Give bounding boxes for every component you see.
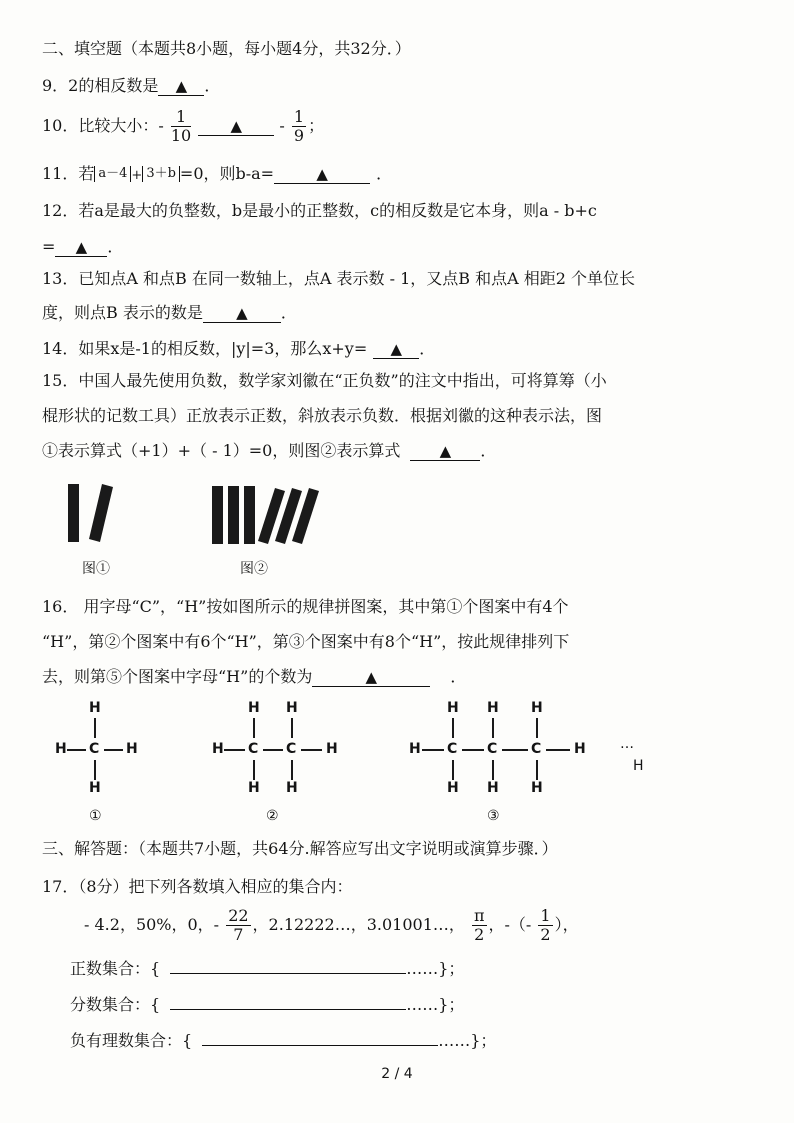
answer-triangle-icon: ▲ (175, 77, 188, 95)
fraction-numerator: π (473, 906, 485, 925)
answer-triangle-icon: ▲ (75, 238, 88, 256)
pattern-2-label: ② (266, 808, 279, 824)
atom-c: C (286, 741, 297, 757)
atom-c: C (447, 741, 458, 757)
positive-set-label: 正数集合：{ (70, 959, 161, 978)
q14-text: 14．如果x是-1的相反数，|y|=3，那么x+y= (42, 339, 368, 358)
pattern-3-label: ③ (487, 808, 500, 824)
q11-answer-blank (274, 165, 370, 184)
question-15-line-3 (42, 440, 496, 462)
q12-equals: = (42, 237, 56, 256)
q14-end: ． (419, 339, 436, 358)
positive-set-blank (170, 959, 406, 974)
q10-minus: - (279, 116, 285, 135)
atom-h: H (248, 780, 260, 796)
figure-1-rods (68, 484, 113, 542)
upright-rod (68, 484, 79, 542)
negative-rational-set-row (70, 1030, 496, 1052)
figure-2-rods (212, 486, 319, 544)
pattern-1-label: ① (89, 808, 102, 824)
set-end: ……}； (406, 995, 465, 1014)
pattern-2-bonds (224, 718, 322, 780)
upright-rod (212, 486, 223, 544)
answer-triangle-icon: ▲ (236, 304, 248, 322)
atom-h: H (286, 780, 298, 796)
q10-answer-blank (198, 117, 274, 136)
atom-h: H (326, 741, 338, 757)
atom-h: H (55, 741, 67, 757)
trailing-atom-h: H (633, 758, 644, 774)
atom-c: C (487, 741, 498, 757)
answer-triangle-icon: ▲ (316, 165, 328, 183)
pattern-bonds (0, 700, 794, 810)
q16-text: 去，则第⑤个图案中字母“H”的个数为 (42, 667, 313, 686)
fraction-numerator: 22 (228, 906, 249, 925)
atom-h: H (447, 780, 459, 796)
q17-numbers-b: ，2.12222…，3.01001…， (252, 915, 465, 934)
atom-c: C (248, 741, 259, 757)
q15-end: ． (480, 441, 497, 460)
atom-h: H (409, 741, 421, 757)
question-13-line-2 (42, 302, 297, 324)
question-17-numbers (84, 905, 579, 945)
atom-h: H (487, 780, 499, 796)
q12-answer-blank (55, 238, 107, 257)
figure-2-caption: 图② (240, 561, 268, 577)
atom-h: H (212, 741, 224, 757)
q13-end: ． (280, 303, 297, 322)
set-end: ……}； (438, 1031, 497, 1050)
q15-text: ①表示算式（+1）+（ - 1）=0，则图②表示算式 (42, 441, 401, 460)
q10-end: ； (308, 116, 325, 135)
question-16-line-3 (42, 666, 466, 688)
q17-fraction-22-7 (226, 907, 250, 944)
fraction-numerator: 1 (540, 906, 551, 925)
q15-answer-blank (410, 442, 480, 461)
answer-triangle-icon: ▲ (230, 117, 243, 135)
q11-plus: + (131, 168, 143, 183)
question-12-line-1: 12．若a是最大的负整数，b是最小的正整数，c的相反数是它本身，则a - b+c (42, 201, 597, 220)
question-9 (42, 75, 220, 97)
fraction-set-blank (170, 995, 406, 1010)
q11-text: 11．若 (42, 164, 95, 183)
negative-rational-set-label: 负有理数集合：{ (70, 1031, 193, 1050)
q16-answer-blank (312, 668, 430, 687)
q17-numbers-d: ）， (554, 915, 579, 934)
q11-abs-2: 3＋b (142, 166, 180, 182)
atom-h: H (531, 780, 543, 796)
fraction-denominator: 10 (170, 126, 192, 145)
question-15-line-1: 15．中国人最先使用负数，数学家刘徽在“正负数”的注文中指出，可将算筹（小 (42, 371, 607, 390)
question-11 (42, 163, 392, 187)
slanted-rod (89, 484, 113, 542)
set-end: ……}； (406, 959, 465, 978)
q9-end: ． (204, 76, 221, 95)
q17-fraction-pi-2 (472, 907, 487, 944)
q10-fraction-1 (171, 108, 191, 145)
question-13-line-1: 13．已知点A 和点B 在同一数轴上，点A 表示数 - 1，又点B 和点A 相距2 个单位长 (42, 269, 635, 288)
pattern-ellipsis: … (620, 736, 634, 752)
question-17-title: 17．（8分）把下列各数填入相应的集合内： (42, 877, 353, 896)
q11-abs-1: a－4 (94, 166, 131, 182)
atom-c: C (531, 741, 542, 757)
section-2-title: 二、填空题（本题共8小题，每小题4分，共32分．） (42, 39, 411, 58)
q12-end: ． (107, 237, 124, 256)
q9-answer-blank (158, 77, 204, 96)
question-12-line-2 (42, 236, 123, 258)
atom-h: H (574, 741, 586, 757)
atom-h: H (286, 700, 298, 716)
q13-text: 度，则点B 表示的数是 (42, 303, 203, 322)
fraction-set-row (70, 994, 464, 1016)
question-16-line-1: 16． 用字母“C”，“H”按如图所示的规律拼图案，其中第①个图案中有4个 (42, 597, 569, 616)
fraction-denominator: 2 (540, 925, 551, 944)
fraction-denominator: 2 (474, 925, 485, 944)
q17-fraction-1-2 (538, 907, 552, 944)
negative-rational-set-blank (202, 1031, 438, 1046)
atom-c: C (89, 741, 100, 757)
q11-text-b: =0，则b-a= (179, 164, 275, 183)
q9-text: 9．2的相反数是 (42, 76, 159, 95)
q17-numbers-c: ，-（- (488, 915, 532, 934)
q10-text: 10．比较大小：- (42, 116, 164, 135)
answer-triangle-icon: ▲ (365, 668, 378, 686)
upright-rod (244, 486, 255, 544)
question-16-line-2: “H”，第②个图案中有6个“H”，第③个图案中有8个“H”，按此规律排列下 (42, 632, 570, 651)
fraction-numerator: 1 (293, 107, 305, 126)
counting-rods-figures (60, 482, 340, 552)
question-15-line-2: 棍形状的记数工具）正放表示正数，斜放表示负数．根据刘徽的这种表示法，图 (42, 406, 603, 425)
q17-numbers-a: - 4.2，50%，0，- (84, 915, 220, 934)
page-number: 2 / 4 (381, 1066, 413, 1082)
atom-h: H (89, 700, 101, 716)
q14-answer-blank (373, 340, 419, 359)
atom-h: H (248, 700, 260, 716)
q13-answer-blank (203, 304, 281, 323)
atom-h: H (487, 700, 499, 716)
question-10 (42, 106, 324, 146)
answer-triangle-icon: ▲ (439, 442, 452, 460)
atom-h: H (126, 741, 138, 757)
fraction-set-label: 分数集合：{ (70, 995, 161, 1014)
positive-set-row (70, 958, 464, 980)
atom-h: H (89, 780, 101, 796)
fraction-denominator: 7 (233, 925, 244, 944)
answer-triangle-icon: ▲ (390, 340, 403, 358)
figure-1-caption: 图① (82, 561, 110, 577)
fraction-numerator: 1 (171, 108, 191, 127)
question-14 (42, 338, 435, 360)
fraction-denominator: 9 (293, 126, 305, 145)
atom-h: H (531, 700, 543, 716)
q11-end: ． (376, 164, 393, 183)
upright-rod (228, 486, 239, 544)
section-3-title: 三、解答题：（本题共7小题，共64分.解答应写出文字说明或演算步骤．） (42, 839, 558, 858)
atom-h: H (447, 700, 459, 716)
q16-end: ． (450, 667, 467, 686)
q10-fraction-2 (292, 108, 306, 145)
